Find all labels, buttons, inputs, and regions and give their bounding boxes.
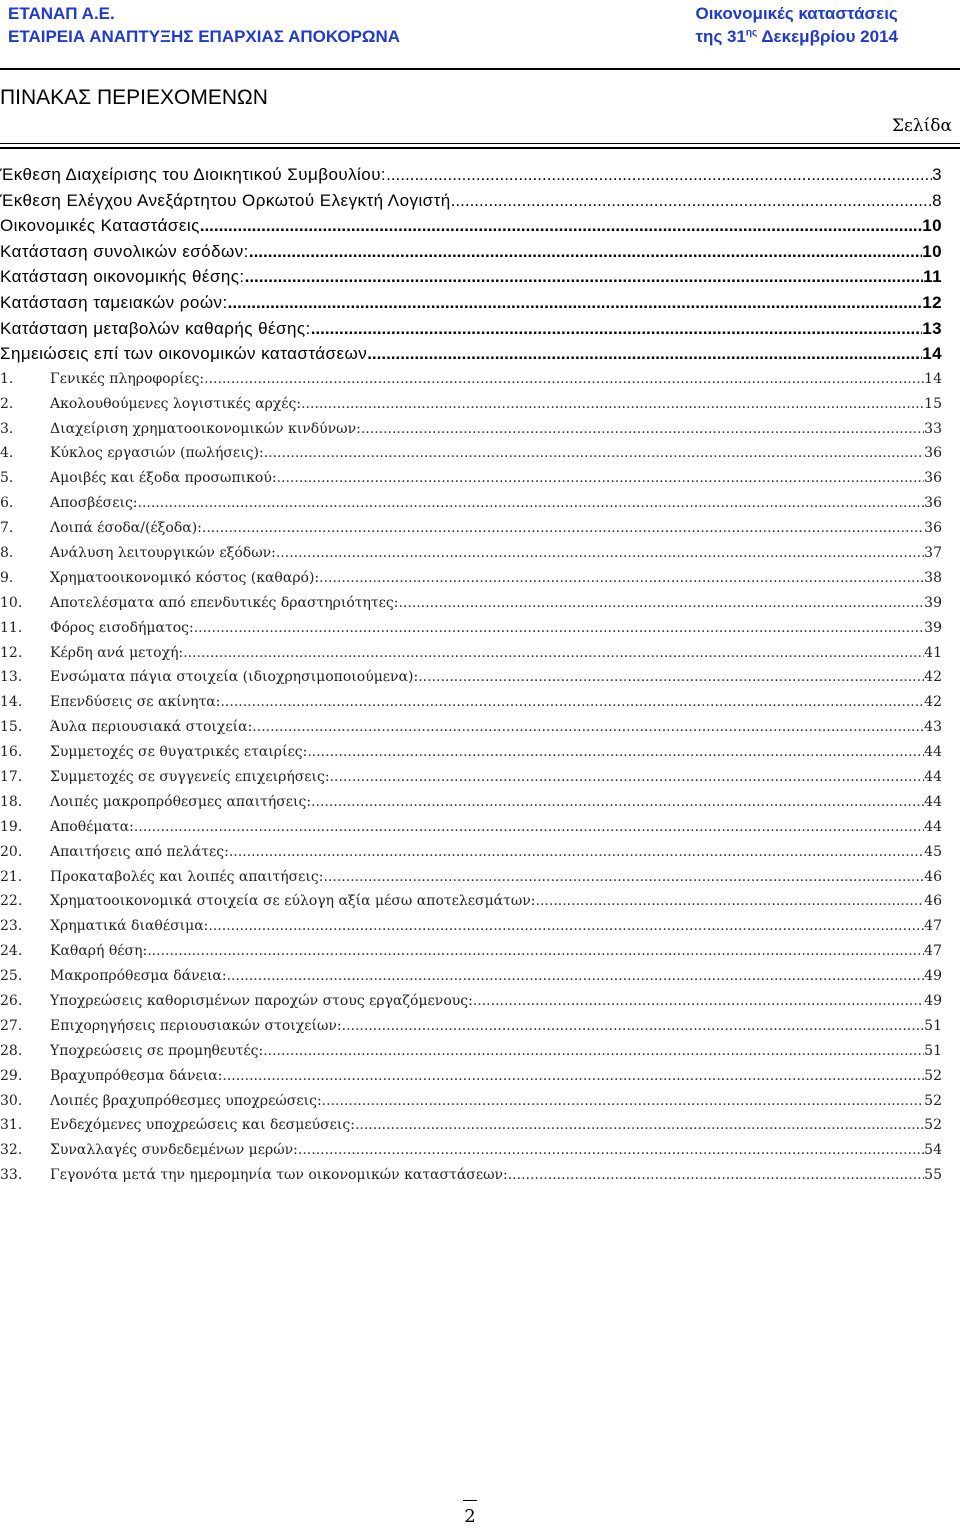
note-number: 26.	[0, 993, 23, 1010]
date-prefix: της 31	[695, 27, 746, 46]
dot-leader	[194, 616, 924, 641]
note-page: 42	[924, 694, 942, 711]
note-number: 14.	[0, 694, 23, 711]
note-page: 43	[924, 719, 942, 736]
document-date	[695, 25, 898, 48]
note-number: 6.	[0, 495, 14, 512]
note-number: 8.	[0, 544, 14, 561]
toc-note-entry[interactable]	[0, 690, 942, 715]
dot-leader	[367, 341, 922, 367]
note-page: 44	[924, 818, 942, 835]
note-page: 55	[924, 1167, 942, 1184]
note-number: 20.	[0, 843, 23, 860]
dot-leader	[277, 466, 925, 491]
dot-leader	[204, 367, 924, 392]
toc-entry-page: 14	[922, 344, 942, 364]
toc-note-entry[interactable]	[0, 566, 942, 591]
toc-entry[interactable]	[0, 264, 942, 290]
note-page: 41	[924, 644, 942, 661]
toc-note-entry[interactable]	[0, 1064, 942, 1089]
note-number: 30.	[0, 1092, 23, 1109]
dot-leader	[220, 690, 924, 715]
toc-entry-page: 12	[922, 292, 942, 312]
dot-leader	[245, 264, 924, 290]
dot-leader	[355, 1113, 924, 1138]
note-number: 33.	[0, 1167, 23, 1184]
toc-note-entry[interactable]	[0, 715, 942, 740]
header-divider	[0, 68, 960, 70]
toc-note-entry[interactable]	[0, 541, 942, 566]
note-number: 32.	[0, 1142, 23, 1159]
note-title: Υποχρεώσεις καθορισμένων παροχών στους εργαζόμενους:	[50, 993, 473, 1010]
note-number: 13.	[0, 669, 23, 686]
toc-note-entry[interactable]	[0, 367, 942, 392]
note-number: 28.	[0, 1042, 23, 1059]
note-page: 49	[924, 968, 942, 985]
note-number: 12.	[0, 644, 23, 661]
note-page: 36	[924, 520, 942, 537]
note-number: 11.	[0, 619, 23, 636]
toc-entry-title: Έκθεση Ελέγχου Ανεξάρτητου Ορκωτού Ελεγκτή Λογιστή	[0, 190, 451, 210]
note-page: 36	[924, 470, 942, 487]
note-page: 47	[924, 918, 942, 935]
toc-entry[interactable]	[0, 290, 942, 316]
dot-leader	[418, 665, 924, 690]
note-number: 21.	[0, 868, 23, 885]
toc-note-entry[interactable]	[0, 1089, 942, 1114]
note-number: 5.	[0, 470, 14, 487]
toc-note-entry[interactable]	[0, 516, 942, 541]
dot-leader	[264, 441, 924, 466]
note-title: Λοιπές μακροπρόθεσμες απαιτήσεις:	[50, 793, 312, 810]
note-title: Διαχείριση χρηματοοικονομικών κινδύνων:	[50, 420, 361, 437]
note-title: Λοιπά έσοδα/(έξοδα):	[50, 520, 202, 537]
toc-entry-title: Κατάσταση ταμειακών ροών:	[0, 292, 228, 312]
note-title: Επενδύσεις σε ακίνητα:	[50, 694, 221, 711]
note-page: 44	[924, 744, 942, 761]
note-title: Συμμετοχές σε συγγενείς επιχειρήσεις:	[50, 769, 330, 785]
note-number: 24.	[0, 943, 23, 960]
dot-leader	[208, 914, 924, 939]
note-title: Προκαταβολές και λοιπές απαιτήσεις:	[50, 868, 324, 885]
note-title: Αποθέματα:	[50, 818, 134, 835]
note-page: 39	[924, 594, 942, 611]
note-page: 47	[924, 943, 942, 960]
note-number: 23.	[0, 918, 23, 935]
page-column-label: Σελίδα	[892, 116, 952, 136]
toc-note-entry[interactable]	[0, 665, 942, 690]
note-number: 7.	[0, 520, 14, 537]
note-page: 14	[924, 370, 942, 387]
dot-leader	[342, 1014, 925, 1039]
toc-entry-page: 10	[922, 241, 942, 261]
toc-note-entry[interactable]	[0, 417, 942, 442]
note-page: 51	[924, 1017, 942, 1034]
note-number: 2.	[0, 395, 14, 412]
note-title: Γεγονότα μετά την ημερομηνία των οικονομικών καταστάσεων:	[50, 1167, 508, 1184]
main-entries	[0, 162, 942, 367]
note-number: 10.	[0, 594, 23, 611]
note-page: 44	[924, 793, 942, 810]
dot-leader	[386, 162, 932, 188]
toc-note-entry[interactable]	[0, 591, 942, 616]
note-title: Αποσβέσεις:	[50, 495, 138, 512]
toc-note-entry[interactable]	[0, 1138, 942, 1163]
note-number: 29.	[0, 1067, 23, 1084]
toc-entry-title: Οικονομικές Καταστάσεις	[0, 216, 200, 236]
note-title: Άυλα περιουσιακά στοιχεία:	[50, 719, 253, 736]
note-page: 33	[924, 420, 942, 437]
note-number: 18.	[0, 793, 23, 810]
dot-leader	[323, 865, 924, 890]
note-title: Ενσώματα πάγια στοιχεία (ιδιοχρησιμοποιούμενα):	[50, 669, 419, 686]
dot-leader	[322, 1089, 925, 1114]
toc-note-entry[interactable]	[0, 1039, 942, 1064]
note-title: Επιχορηγήσεις περιουσιακών στοιχείων:	[50, 1017, 342, 1034]
dot-leader	[183, 641, 924, 666]
note-title: Συναλλαγές συνδεδεμένων μερών:	[50, 1142, 298, 1159]
dot-leader	[398, 591, 924, 616]
document-title: Οικονομικές καταστάσεις	[695, 4, 898, 23]
toc-note-entry[interactable]	[0, 889, 942, 914]
note-page: 52	[924, 1067, 942, 1084]
note-page: 54	[924, 1142, 942, 1159]
toc-entry-title: Έκθεση Διαχείρισης του Διοικητικού Συμβουλίου:	[0, 165, 387, 184]
note-title: Απαιτήσεις από πελάτες:	[50, 843, 229, 860]
toc-entry-page: 8	[932, 190, 942, 210]
page-header	[8, 2, 898, 48]
note-title: Χρηματικά διαθέσιμα:	[50, 918, 209, 935]
dot-leader	[202, 516, 924, 541]
note-title: Κέρδη ανά μετοχή:	[50, 644, 184, 661]
toc-divider-thin	[0, 143, 960, 144]
dot-leader	[451, 188, 932, 214]
header-company	[8, 2, 400, 48]
note-title: Ακολουθούμενες λογιστικές αρχές:	[50, 395, 302, 412]
toc-note-entry[interactable]	[0, 441, 942, 466]
note-number: 1.	[0, 370, 14, 387]
note-page: 36	[924, 495, 942, 512]
dot-leader	[361, 417, 924, 442]
note-number: 16.	[0, 744, 23, 761]
note-number: 31.	[0, 1117, 23, 1134]
table-of-contents	[0, 162, 942, 1188]
toc-note-entry[interactable]	[0, 392, 942, 417]
note-number: 27.	[0, 1017, 23, 1034]
toc-note-entry[interactable]	[0, 765, 942, 790]
company-short-name: ΕΤΑΝΑΠ Α.Ε.	[8, 4, 115, 23]
dot-leader	[508, 1163, 924, 1188]
toc-note-entry[interactable]	[0, 641, 942, 666]
note-number: 15.	[0, 719, 23, 736]
note-number: 25.	[0, 968, 23, 985]
toc-entry-title: Κατάσταση συνολικών εσόδων:	[0, 241, 249, 261]
note-title: Μακροπρόθεσμα δάνεια:	[50, 968, 227, 985]
note-title: Χρηματοοικονομικό κόστος (καθαρό):	[50, 569, 320, 586]
note-number: 22.	[0, 893, 23, 910]
toc-note-entry[interactable]	[0, 865, 942, 890]
note-title: Ανάλυση λειτουργικών εξόδων:	[50, 544, 276, 561]
note-page: 52	[924, 1117, 942, 1134]
note-number: 4.	[0, 445, 14, 462]
toc-note-entry[interactable]	[0, 1014, 942, 1039]
toc-note-entry[interactable]	[0, 466, 942, 491]
note-page: 37	[924, 544, 942, 561]
dot-leader	[536, 889, 925, 914]
dot-leader	[200, 213, 922, 239]
header-document	[695, 2, 898, 48]
toc-note-entry[interactable]	[0, 491, 942, 516]
toc-entry[interactable]	[0, 188, 942, 214]
note-title: Συμμετοχές σε θυγατρικές εταιρίες:	[50, 744, 308, 761]
dot-leader	[227, 964, 925, 989]
note-title: Γενικές πληροφορίες:	[50, 370, 205, 387]
toc-entry[interactable]	[0, 213, 942, 239]
toc-note-entry[interactable]	[0, 840, 942, 865]
dot-leader	[311, 790, 924, 815]
toc-entry-page: 11	[923, 267, 942, 287]
note-title: Κύκλος εργασιών (πωλήσεις):	[50, 445, 264, 462]
note-page: 38	[924, 569, 942, 586]
dot-leader	[319, 566, 924, 591]
toc-note-entry[interactable]	[0, 616, 942, 641]
note-title: Αποτελέσματα από επενδυτικές δραστηριότητες:	[50, 594, 399, 611]
notes-entries	[0, 367, 942, 1188]
note-page: 45	[924, 843, 942, 860]
dot-leader	[263, 1039, 924, 1064]
dot-leader	[229, 840, 924, 865]
toc-entry-page: 3	[932, 165, 942, 184]
dot-leader	[147, 939, 924, 964]
dot-leader	[228, 290, 923, 316]
toc-divider-thick	[0, 147, 960, 149]
note-page: 39	[924, 619, 942, 636]
dot-leader	[222, 1064, 924, 1089]
note-title: Βραχυπρόθεσμα δάνεια:	[50, 1067, 223, 1084]
note-page: 46	[924, 868, 942, 885]
company-full-name: ΕΤΑΙΡΕΙΑ ΑΝΑΠΤΥΞΗΣ ΕΠΑΡΧΙΑΣ ΑΠΟΚΟΡΩΝΑ	[8, 27, 401, 46]
dot-leader	[473, 989, 924, 1014]
note-page: 49	[924, 993, 942, 1010]
toc-title: ΠΙΝΑΚΑΣ ΠΕΡΙΕΧΟΜΕΝΩΝ	[0, 86, 268, 109]
toc-entry-title: Σημειώσεις επί των οικονομικών καταστάσεων	[0, 344, 368, 364]
toc-entry[interactable]	[0, 239, 942, 265]
toc-entry[interactable]	[0, 162, 942, 188]
date-superscript: ης	[745, 27, 758, 39]
footer-rule	[463, 1500, 477, 1501]
note-page: 46	[924, 893, 942, 910]
toc-note-entry[interactable]	[0, 964, 942, 989]
dot-leader	[311, 316, 922, 342]
toc-note-entry[interactable]	[0, 790, 942, 815]
toc-entry[interactable]	[0, 316, 942, 342]
note-page: 51	[924, 1042, 942, 1059]
dot-leader	[249, 239, 922, 265]
dot-leader	[252, 715, 924, 740]
page-number: 2	[464, 1506, 476, 1527]
dot-leader	[134, 815, 924, 840]
note-page: 44	[924, 769, 942, 785]
toc-note-entry[interactable]	[0, 815, 942, 840]
note-title: Αμοιβές και έξοδα προσωπικού:	[50, 470, 277, 487]
note-title: Χρηματοοικονομικά στοιχεία σε εύλογη αξία μέσω αποτελεσμάτων:	[50, 893, 536, 910]
note-page: 52	[924, 1092, 942, 1109]
dot-leader	[276, 541, 924, 566]
note-page: 42	[924, 669, 942, 686]
date-suffix: Δεκεμβρίου 2014	[757, 27, 898, 46]
toc-entry-page: 13	[922, 318, 942, 338]
toc-note-entry[interactable]	[0, 989, 942, 1014]
toc-note-entry[interactable]	[0, 939, 942, 964]
dot-leader	[330, 765, 925, 790]
toc-entry-title: Κατάσταση μεταβολών καθαρής θέσης:	[0, 318, 311, 338]
note-number: 19.	[0, 818, 23, 835]
dot-leader	[301, 392, 924, 417]
note-title: Φόρος εισοδήματος:	[50, 619, 194, 636]
toc-note-entry[interactable]	[0, 914, 942, 939]
note-page: 36	[924, 445, 942, 462]
note-number: 17.	[0, 769, 23, 785]
toc-note-entry[interactable]	[0, 1163, 942, 1188]
note-number: 9.	[0, 569, 14, 586]
toc-note-entry[interactable]	[0, 1113, 942, 1138]
dot-leader	[298, 1138, 924, 1163]
toc-entry-page: 10	[922, 216, 942, 236]
note-title: Καθαρή θέση:	[50, 943, 148, 960]
dot-leader	[138, 491, 925, 516]
note-title: Λοιπές βραχυπρόθεσμες υποχρεώσεις:	[50, 1092, 322, 1109]
note-number: 3.	[0, 420, 14, 437]
toc-entry[interactable]	[0, 341, 942, 367]
note-title: Ενδεχόμενες υποχρεώσεις και δεσμεύσεις:	[50, 1117, 355, 1134]
toc-note-entry[interactable]	[0, 740, 942, 765]
note-title: Υποχρεώσεις σε προμηθευτές:	[50, 1042, 264, 1059]
note-page: 15	[924, 395, 942, 412]
dot-leader	[307, 740, 924, 765]
toc-entry-title: Κατάσταση οικονομικής θέσης:	[0, 267, 245, 287]
